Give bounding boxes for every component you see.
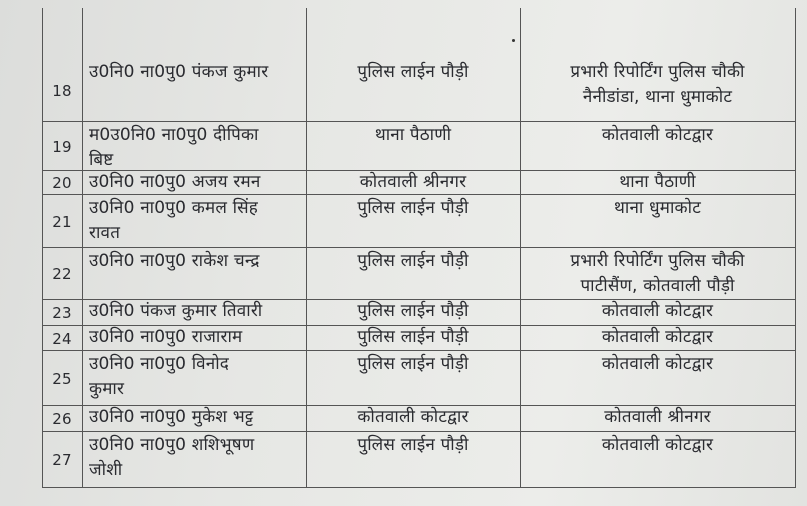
posted-to: कोतवाली कोटद्वार xyxy=(601,301,714,321)
serial-number: 24 xyxy=(52,330,72,348)
posted-from: पुलिस लाईन पौड़ी xyxy=(357,327,469,347)
serial-number: 27 xyxy=(52,451,72,469)
posted-from: पुलिस लाईन पौड़ी xyxy=(357,301,469,321)
officer-name: कुमार xyxy=(89,379,125,399)
posted-to: कोतवाली कोटद्वार xyxy=(601,125,714,145)
posted-from: पुलिस लाईन पौड़ी xyxy=(357,251,469,271)
table-bottom-border xyxy=(42,487,796,488)
officer-name: म0उ0नि0 ना0पु0 दीपिका xyxy=(89,125,259,145)
serial-number: 22 xyxy=(52,265,72,283)
posted-to: कोतवाली श्रीनगर xyxy=(604,407,711,427)
row-divider xyxy=(42,194,796,195)
serial-number: 26 xyxy=(52,410,72,428)
posted-to: थाना पैठाणी xyxy=(619,172,696,192)
officer-name: बिष्ट xyxy=(89,150,114,170)
row-divider xyxy=(42,247,796,248)
serial-number: 20 xyxy=(52,174,72,192)
serial-number: 25 xyxy=(52,370,72,388)
posted-from: कोतवाली कोटद्वार xyxy=(357,407,469,427)
serial-number: 23 xyxy=(52,304,72,322)
posted-to: कोतवाली कोटद्वार xyxy=(601,327,714,347)
posted-from: पुलिस लाईन पौड़ी xyxy=(357,198,469,218)
officer-name: जोशी xyxy=(89,460,123,480)
serial-number: 21 xyxy=(52,213,72,231)
row-divider xyxy=(42,431,796,432)
row-divider xyxy=(42,350,796,351)
officer-name: उ0नि0 ना0पु0 मुकेश भट्ट xyxy=(89,407,254,427)
posted-to: थाना धुमाकोट xyxy=(614,198,701,218)
officer-name: उ0नि0 पंकज कुमार तिवारी xyxy=(89,301,263,321)
posted-from: पुलिस लाईन पौड़ी xyxy=(357,435,469,455)
officer-name: उ0नि0 ना0पु0 शशिभूषण xyxy=(89,435,255,455)
posted-to: प्रभारी रिपोर्टिंग पुलिस चौकी xyxy=(570,251,745,271)
officer-name: रावत xyxy=(89,223,121,243)
officer-name: उ0नि0 ना0पु0 राकेश चन्द्र xyxy=(89,251,260,271)
posted-to: प्रभारी रिपोर्टिंग पुलिस चौकी xyxy=(570,62,745,82)
serial-number: 19 xyxy=(52,138,72,156)
officer-name: उ0नि0 ना0पु0 विनोद xyxy=(89,354,230,374)
officer-name: उ0नि0 ना0पु0 अजय रमन xyxy=(89,172,261,192)
posted-from: कोतवाली श्रीनगर xyxy=(359,172,467,192)
posted-from: थाना पैठाणी xyxy=(374,125,452,145)
posted-to: कोतवाली कोटद्वार xyxy=(601,354,714,374)
officer-name: उ0नि0 ना0पु0 राजाराम xyxy=(89,327,243,347)
posted-from: पुलिस लाईन पौड़ी xyxy=(357,62,469,82)
row-divider xyxy=(42,121,796,122)
posted-to: पाटीसैंण, कोतवाली पौड़ी xyxy=(580,276,735,296)
posted-to: नैनीडांडा, थाना धुमाकोट xyxy=(582,87,733,107)
officer-name: उ0नि0 ना0पु0 पंकज कुमार xyxy=(89,62,269,82)
serial-number: 18 xyxy=(52,82,72,100)
posted-to: कोतवाली कोटद्वार xyxy=(601,435,714,455)
posted-from: पुलिस लाईन पौड़ी xyxy=(357,354,469,374)
ink-dot xyxy=(512,39,515,42)
officer-name: उ0नि0 ना0पु0 कमल सिंह xyxy=(89,198,258,218)
